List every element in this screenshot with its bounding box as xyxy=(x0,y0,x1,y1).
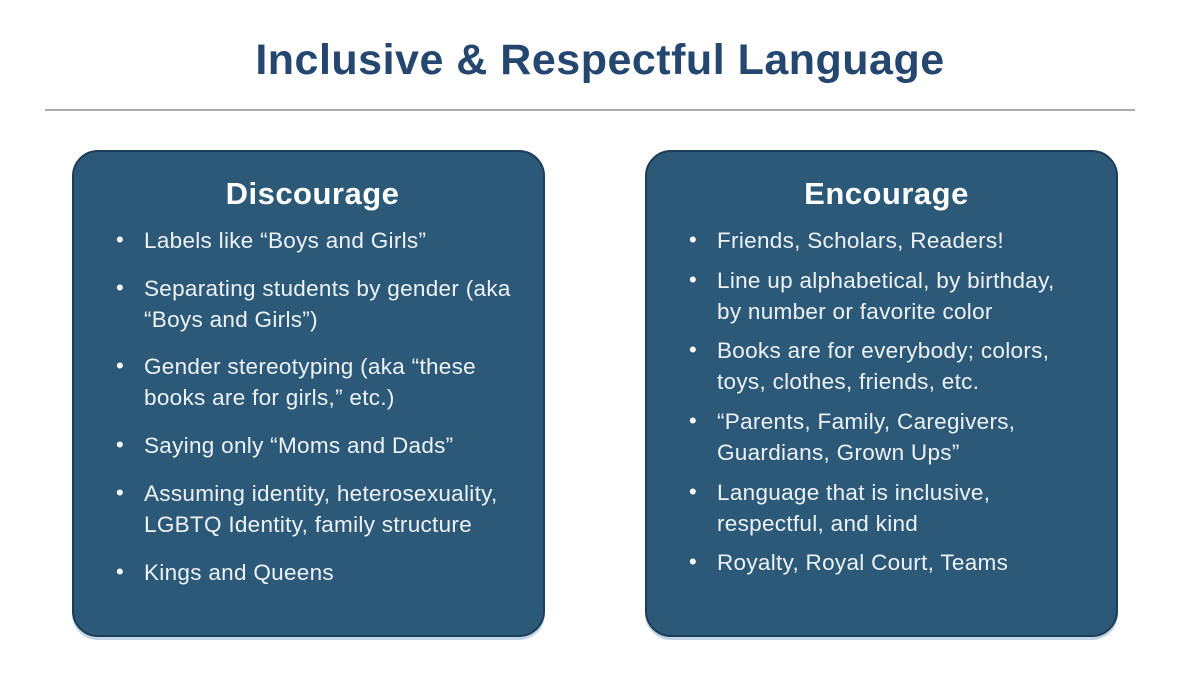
bullet-item: • Royalty, Royal Court, Teams xyxy=(687,548,1066,579)
bullet-item: • Assuming identity, heterosexuality, LGBTQ Identity, family structure xyxy=(114,479,511,541)
bullet-item: • Saying only “Moms and Dads” xyxy=(114,431,511,462)
columns-container xyxy=(72,150,1118,637)
bullet-item: • Gender stereotyping (aka “these books are for girls,” etc.) xyxy=(114,352,511,414)
bullet-item: • Books are for everybody; colors, toys, clothes, friends, etc. xyxy=(687,336,1066,398)
bullet-item: • “Parents, Family, Caregivers, Guardians, Grown Ups” xyxy=(687,407,1066,469)
bullet-item: • Labels like “Boys and Girls” xyxy=(114,226,511,257)
encourage-panel xyxy=(645,150,1118,637)
bullet-item: • Language that is inclusive, respectful, and kind xyxy=(687,478,1066,540)
slide-title: Inclusive & Respectful Language xyxy=(255,36,945,84)
encourage-heading: Encourage xyxy=(804,176,969,211)
bullet-item: • Kings and Queens xyxy=(114,558,511,589)
bullet-item: • Separating students by gender (aka “Boys and Girls”) xyxy=(114,274,511,336)
bullet-item: • Line up alphabetical, by birthday, by number or favorite color xyxy=(687,266,1066,328)
bullet-item: • Friends, Scholars, Readers! xyxy=(687,226,1066,257)
discourage-heading: Discourage xyxy=(225,176,400,211)
discourage-list xyxy=(114,226,511,588)
title-divider xyxy=(45,109,1135,111)
discourage-panel xyxy=(72,150,545,637)
encourage-list xyxy=(687,226,1086,579)
